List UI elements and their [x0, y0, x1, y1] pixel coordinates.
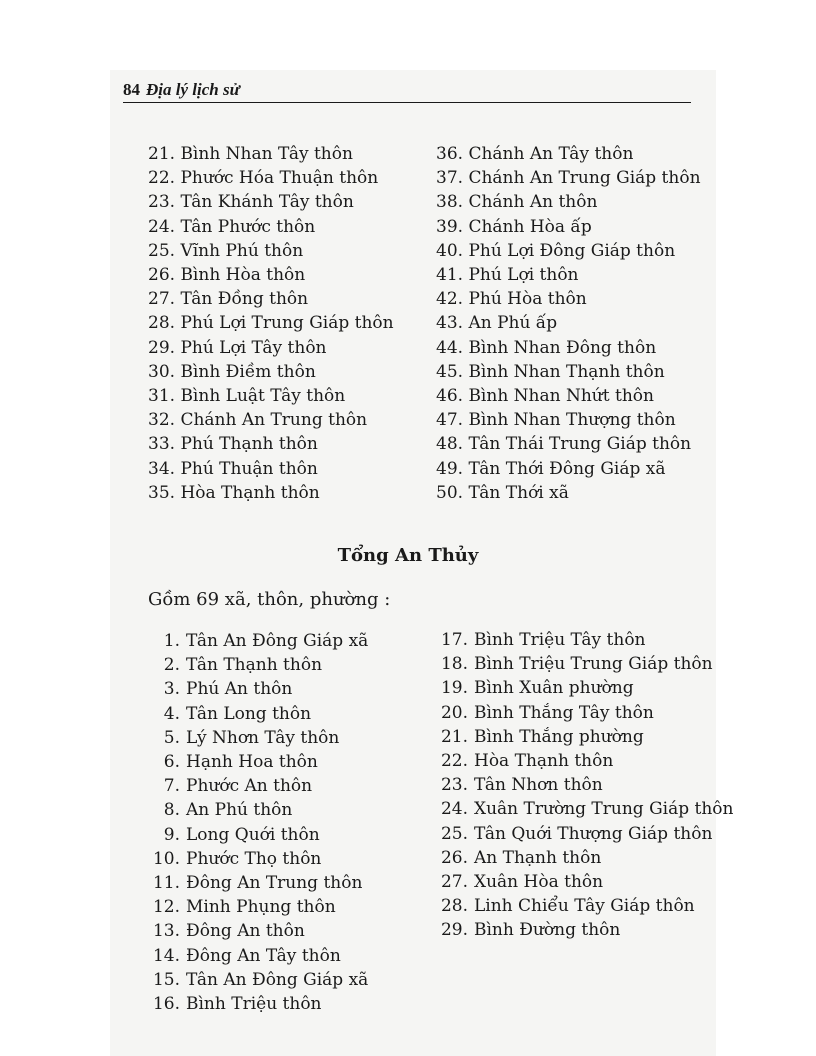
item-number: 21. — [440, 726, 468, 747]
item-label: Lý Nhơn Tây thôn — [186, 727, 340, 748]
item-number: 29. — [440, 920, 468, 941]
item-number: 19. — [440, 678, 468, 699]
list-item: 40. Phú Lợi Đông Giáp thôn — [436, 240, 676, 261]
list-villages-left — [148, 142, 394, 505]
list-item: 29. Phú Lợi Tây thôn — [148, 337, 327, 358]
item-number: 14. — [152, 945, 180, 966]
list-item — [438, 749, 734, 773]
item-number: 23. — [440, 775, 468, 796]
item-label: Bình Xuân phường — [474, 678, 634, 699]
item-label: Bình Triệu Trung Giáp thôn — [474, 654, 713, 675]
list-item — [150, 798, 368, 822]
list-item — [150, 895, 368, 919]
running-title: Địa lý lịch sử — [146, 80, 240, 99]
item-number: 11. — [152, 873, 180, 894]
item-number: 1. — [163, 631, 180, 651]
list-item — [150, 919, 368, 943]
list-item — [150, 992, 368, 1016]
item-label: An Phú thôn — [186, 800, 293, 821]
list-an-thuy-right — [438, 628, 734, 943]
item-number: 20. — [440, 702, 468, 723]
list-item: 37. Chánh An Trung Giáp thôn — [436, 168, 701, 189]
list-item — [150, 847, 368, 871]
list-item: 28. Phú Lợi Trung Giáp thôn — [148, 313, 394, 334]
item-label: Bình Đường thôn — [474, 920, 621, 941]
item-number: 12. — [152, 897, 180, 918]
page-number: 84 — [123, 80, 140, 99]
item-label: Tân Quới Thượng Giáp thôn — [474, 823, 713, 844]
list-item — [150, 823, 368, 847]
list-item: 35. Hòa Thạnh thôn — [148, 482, 320, 503]
item-label: Tân Thạnh thôn — [186, 655, 323, 676]
list-item: 32. Chánh An Trung thôn — [148, 410, 368, 431]
list-item: 46. Bình Nhan Nhứt thôn — [436, 386, 654, 407]
item-number: 6. — [163, 752, 180, 773]
item-label: Long Quới thôn — [186, 824, 320, 845]
item-label: Bình Triệu Tây thôn — [474, 630, 646, 650]
item-label: Hạnh Hoa thôn — [186, 752, 318, 773]
item-number: 22. — [440, 751, 468, 772]
list-item: 24. Tân Phước thôn — [148, 216, 316, 237]
item-label: Tân An Đông Giáp xã — [186, 631, 369, 651]
item-label: Tân An Đông Giáp xã — [186, 969, 369, 990]
item-number: 24. — [440, 799, 468, 820]
list-item: 30. Bình Điềm thôn — [148, 361, 316, 382]
item-label: Linh Chiểu Tây Giáp thôn — [474, 896, 695, 917]
item-number: 8. — [163, 800, 180, 821]
item-label: Đông An thôn — [186, 921, 305, 942]
list-item: 39. Chánh Hòa ấp — [436, 216, 592, 237]
list-item — [438, 701, 734, 725]
list-item — [438, 797, 734, 821]
list-item: 31. Bình Luật Tây thôn — [148, 386, 346, 407]
item-number: 27. — [440, 872, 468, 893]
list-item — [438, 846, 734, 870]
item-label: Bình Thắng Tây thôn — [474, 702, 654, 723]
item-label: Xuân Trường Trung Giáp thôn — [474, 799, 734, 820]
list-item — [150, 774, 368, 798]
list-item: 23. Tân Khánh Tây thôn — [148, 192, 354, 213]
list-item — [438, 918, 734, 942]
list-item: 25. Vĩnh Phú thôn — [148, 240, 304, 261]
item-number: 10. — [152, 848, 180, 869]
list-item — [150, 944, 368, 968]
section-intro: Gồm 69 xã, thôn, phường : — [148, 589, 391, 610]
item-label: Minh Phụng thôn — [186, 897, 336, 918]
list-an-thuy-left — [150, 629, 368, 1016]
section-title: Tổng An Thủy — [337, 545, 479, 566]
item-label: Phước An thôn — [186, 776, 313, 797]
list-item — [150, 653, 368, 677]
item-number: 25. — [440, 823, 468, 844]
list-item — [150, 871, 368, 895]
list-item: 26. Bình Hòa thôn — [148, 265, 306, 286]
list-item: 42. Phú Hòa thôn — [436, 289, 587, 310]
item-number: 7. — [163, 776, 180, 797]
list-item: 38. Chánh An thôn — [436, 192, 598, 213]
list-item — [150, 629, 368, 653]
list-item: 47. Bình Nhan Thượng thôn — [436, 410, 676, 431]
item-number: 2. — [163, 655, 180, 676]
item-number: 13. — [152, 921, 180, 942]
list-item — [150, 677, 368, 701]
item-number: 28. — [440, 896, 468, 917]
item-label: Xuân Hòa thôn — [474, 872, 604, 893]
list-item — [438, 676, 734, 700]
list-item: 36. Chánh An Tây thôn — [436, 144, 634, 164]
list-item: 44. Bình Nhan Đông thôn — [436, 337, 657, 358]
running-header — [123, 80, 691, 103]
list-item — [150, 726, 368, 750]
item-label: Đông An Tây thôn — [186, 945, 341, 966]
list-item: 41. Phú Lợi thôn — [436, 265, 579, 286]
item-number: 18. — [440, 654, 468, 675]
list-item: 43. An Phú ấp — [436, 313, 558, 334]
item-label: Hòa Thạnh thôn — [474, 751, 614, 772]
item-number: 9. — [163, 824, 180, 845]
list-item — [150, 750, 368, 774]
item-number: 5. — [163, 727, 180, 748]
item-label: Tân Long thôn — [186, 703, 312, 724]
item-label: An Thạnh thôn — [474, 847, 602, 868]
item-label: Phú An thôn — [186, 679, 293, 700]
list-item — [438, 773, 734, 797]
list-item: 21. Bình Nhan Tây thôn — [148, 144, 353, 164]
list-item — [438, 870, 734, 894]
list-villages-right — [436, 142, 701, 505]
list-item — [438, 822, 734, 846]
item-number: 15. — [152, 969, 180, 990]
item-label: Bình Thắng phường — [474, 726, 644, 747]
list-item: 27. Tân Đồng thôn — [148, 289, 309, 310]
list-item — [150, 968, 368, 992]
item-number: 26. — [440, 847, 468, 868]
list-item: 45. Bình Nhan Thạnh thôn — [436, 361, 665, 382]
list-item: 50. Tân Thới xã — [436, 482, 569, 503]
list-item: 49. Tân Thới Đông Giáp xã — [436, 458, 666, 479]
list-item: 48. Tân Thái Trung Giáp thôn — [436, 434, 692, 455]
list-item — [438, 628, 734, 652]
list-item: 34. Phú Thuận thôn — [148, 458, 318, 479]
item-number: 17. — [440, 630, 468, 650]
item-number: 3. — [163, 679, 180, 700]
list-item: 22. Phước Hóa Thuận thôn — [148, 168, 379, 189]
item-number: 16. — [152, 994, 180, 1015]
list-item — [150, 702, 368, 726]
list-item — [438, 725, 734, 749]
item-label: Đông An Trung thôn — [186, 873, 363, 894]
list-item: 33. Phú Thạnh thôn — [148, 434, 318, 455]
item-number: 4. — [163, 703, 180, 724]
list-item — [438, 894, 734, 918]
list-item — [438, 652, 734, 676]
item-label: Bình Triệu thôn — [186, 994, 322, 1015]
item-label: Tân Nhơn thôn — [474, 775, 603, 796]
item-label: Phước Thọ thôn — [186, 848, 322, 869]
